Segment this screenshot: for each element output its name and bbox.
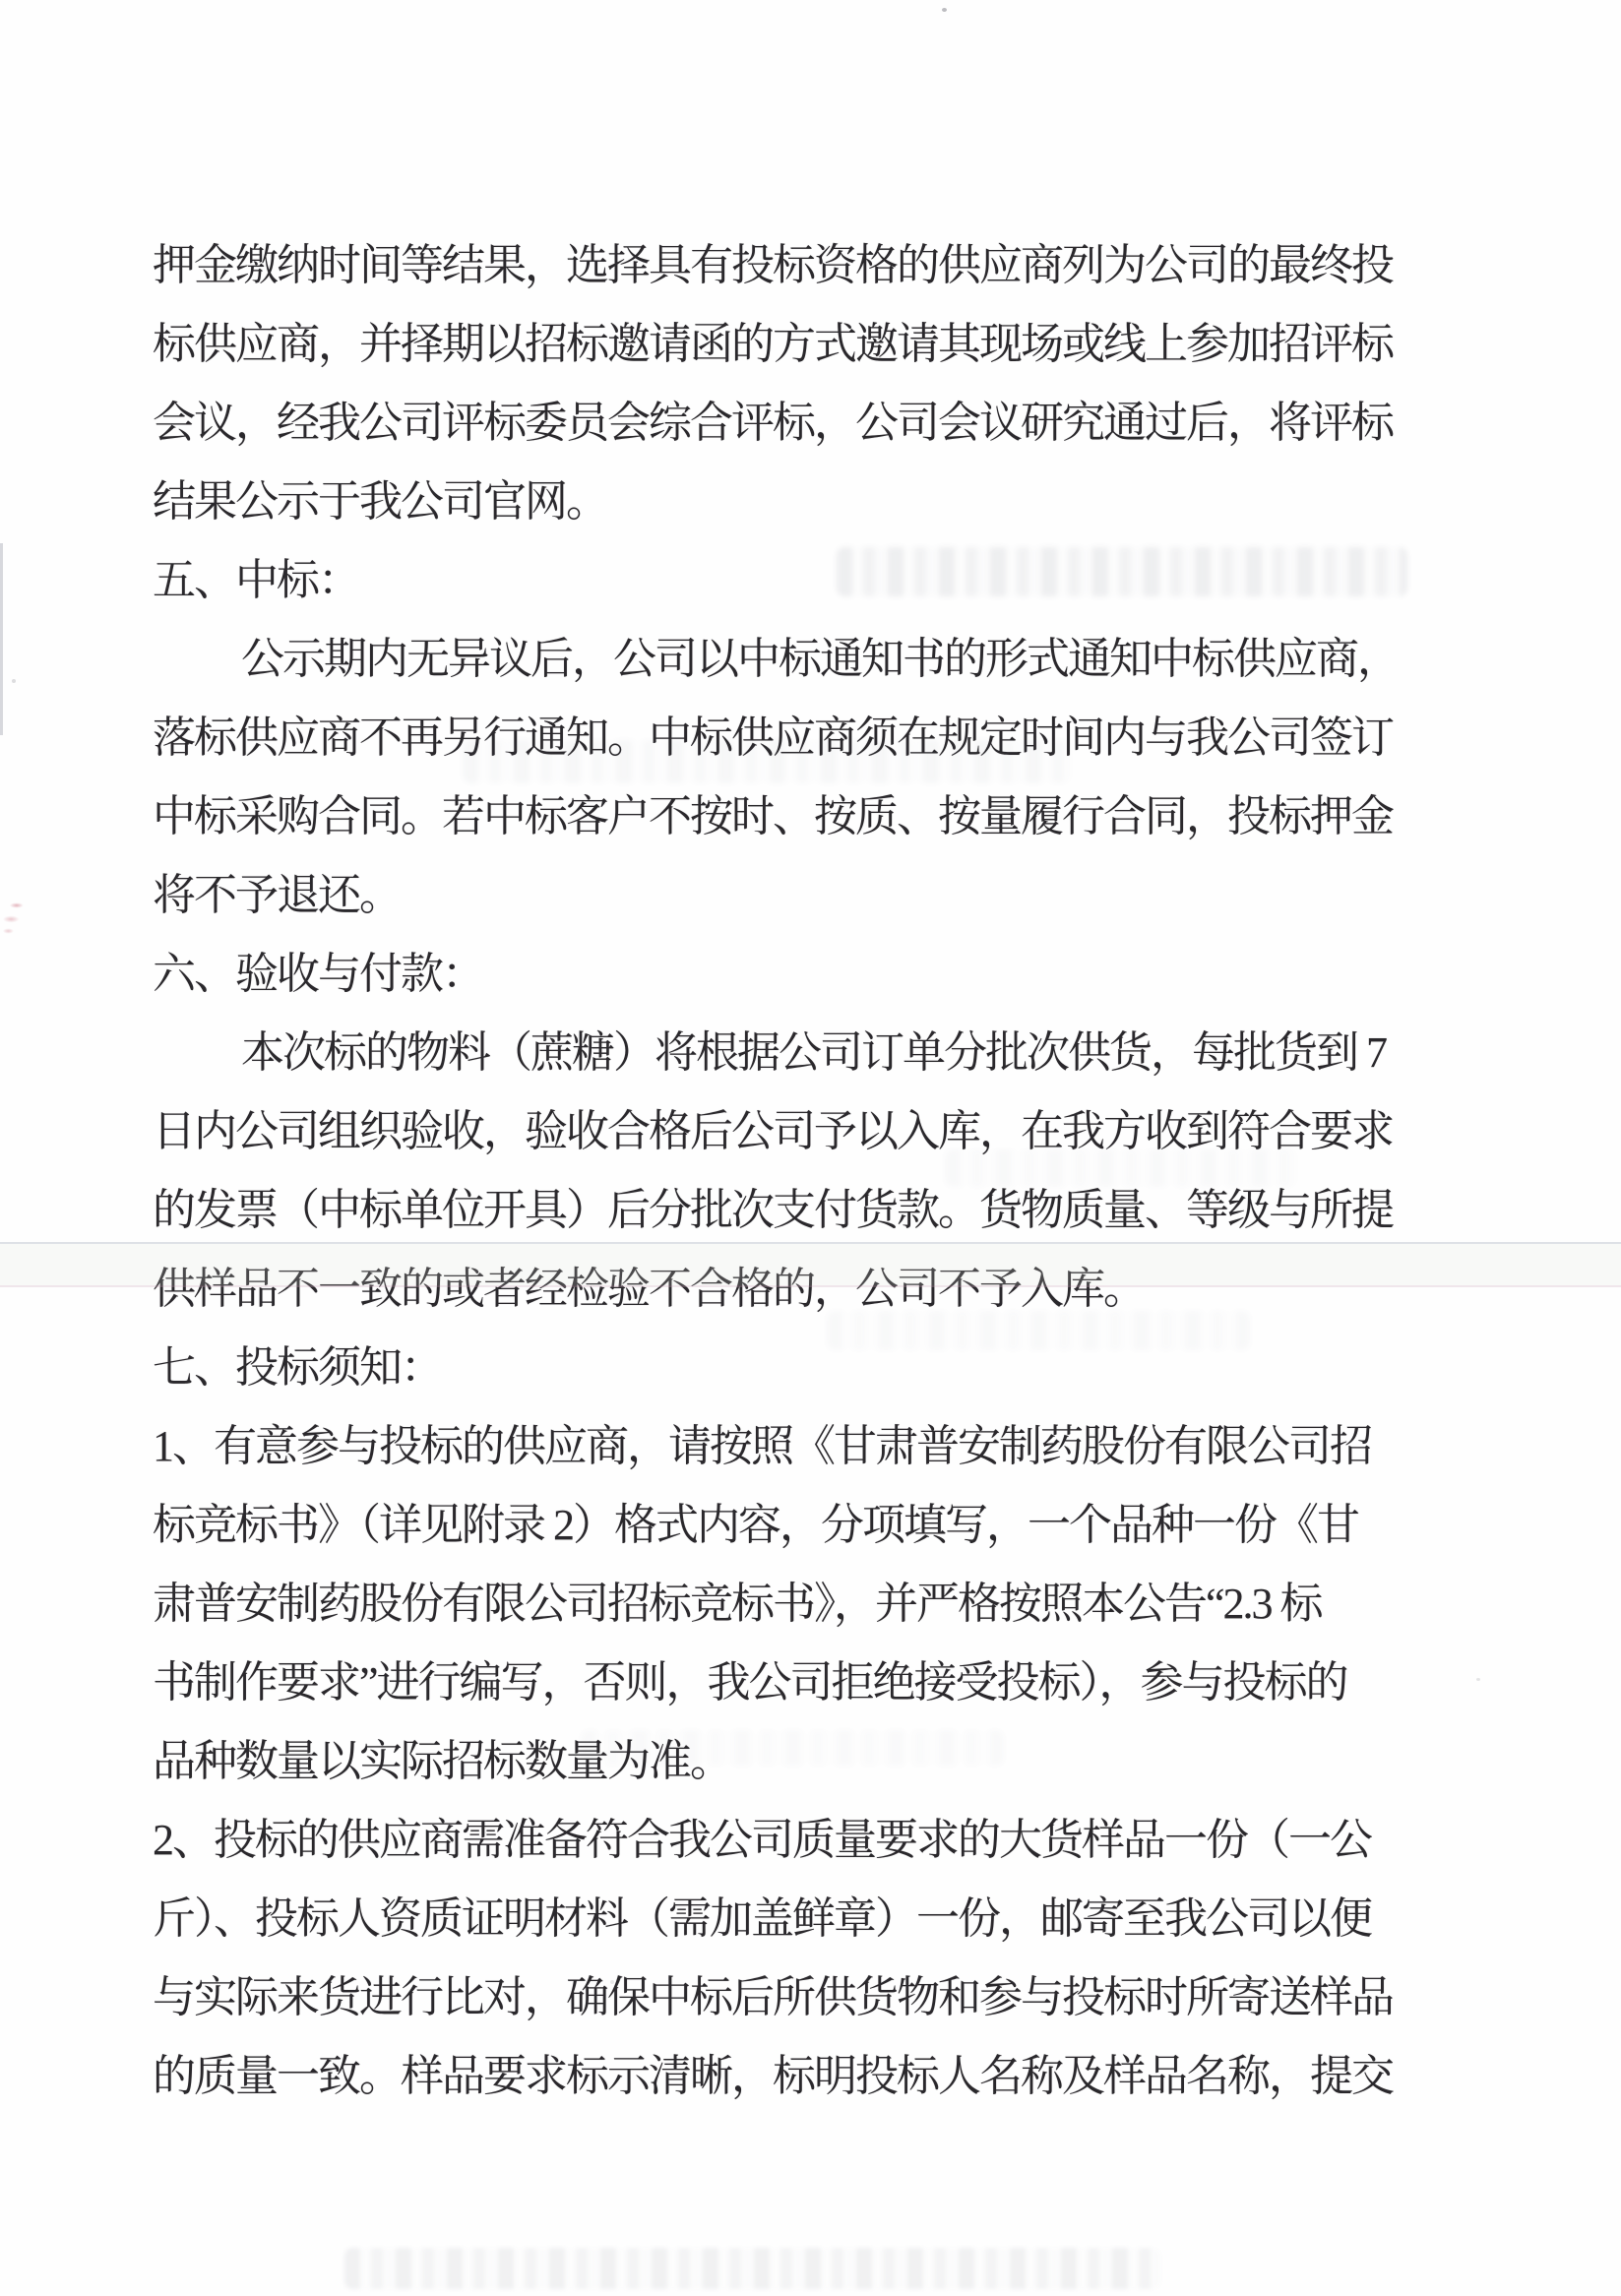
doc-line: 斤）、投标人资质证明材料（需加盖鲜章）一份，邮寄至我公司以便 xyxy=(153,1894,1371,1943)
doc-line: 的质量一致。样品要求标示清晰，标明投标人名称及样品名称，提交 xyxy=(153,2052,1393,2100)
doc-line: 将不予退还。 xyxy=(153,871,401,919)
doc-line: 结果公示于我公司官网。 xyxy=(153,477,607,526)
doc-line: 落标供应商不再另行通知。中标供应商须在规定时间内与我公司签订 xyxy=(153,714,1393,762)
scan-speck-artifact xyxy=(12,679,16,683)
section-heading-notice: 七、投标须知： xyxy=(153,1343,442,1392)
doc-line: 公示期内无异议后，公司以中标通知书的形式通知中标供应商， xyxy=(241,635,1399,683)
scan-pink-mark-artifact xyxy=(0,898,28,937)
scan-speck-artifact xyxy=(610,1980,614,1984)
section-heading-payment: 六、验收与付款： xyxy=(153,950,483,998)
scan-speck-artifact xyxy=(1476,1678,1480,1681)
doc-line: 的发票（中标单位开具）后分批次支付货款。货物质量、等级与所提 xyxy=(153,1186,1393,1234)
doc-line: 中标采购合同。若中标客户不按时、按质、按量履行合同，投标押金 xyxy=(153,792,1393,840)
doc-line: 品种数量以实际招标数量为准。 xyxy=(153,1737,731,1785)
document-text-block xyxy=(153,221,1471,2111)
doc-line: 日内公司组织验收，验收合格后公司予以入库，在我方收到符合要求 xyxy=(153,1107,1393,1155)
doc-line: 押金缴纳时间等结果，选择具有投标资格的供应商列为公司的最终投 xyxy=(153,241,1393,289)
doc-line-item-2: 2、投标的供应商需准备符合我公司质量要求的大货样品一份（一公 xyxy=(153,1816,1371,1864)
doc-line: 供样品不一致的或者经检验不合格的，公司不予入库。 xyxy=(153,1265,1145,1313)
bleed-through-artifact xyxy=(344,2248,1161,2289)
doc-line: 肃普安制药股份有限公司招标竞标书》，并严格按照本公告“2.3 标 xyxy=(153,1580,1322,1628)
scan-speck-artifact xyxy=(942,8,947,12)
doc-line: 标供应商，并择期以招标邀请函的方式邀请其现场或线上参加招评标 xyxy=(153,320,1393,368)
doc-line-item-1: 1、有意参与投标的供应商，请按照《甘肃普安制药股份有限公司招 xyxy=(153,1422,1371,1470)
scan-edge-line-artifact xyxy=(0,543,3,735)
doc-line: 与实际来货进行比对，确保中标后所供货物和参与投标时所寄送样品 xyxy=(153,1973,1393,2021)
doc-line: 标竞标书》（详见附录 2）格式内容，分项填写，一个品种一份《甘 xyxy=(153,1501,1358,1549)
doc-line: 本次标的物料（蔗糖）将根据公司订单分批次供货，每批货到 7 xyxy=(241,1028,1386,1077)
doc-line: 会议，经我公司评标委员会综合评标，公司会议研究通过后，将评标 xyxy=(153,399,1393,447)
doc-line: 书制作要求”进行编写，否则，我公司拒绝接受投标），参与投标的 xyxy=(153,1658,1347,1706)
section-heading-award: 五、中标： xyxy=(153,556,359,604)
